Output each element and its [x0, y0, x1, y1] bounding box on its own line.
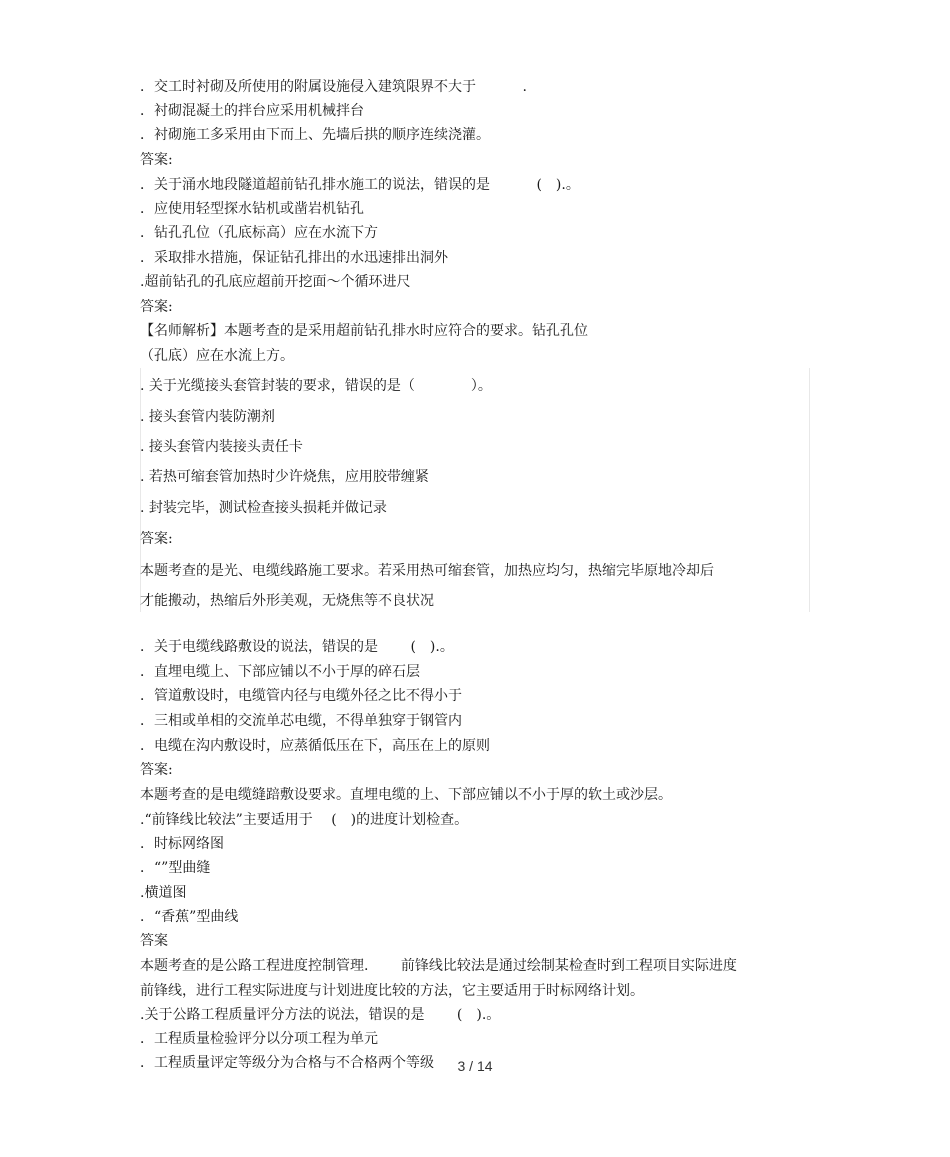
text-line: ．时标网络图 — [140, 836, 224, 852]
text-line: 前锋线，进行工程实际进度与计划进度比较的方法，它主要适用于时标网络计划。 — [140, 983, 644, 999]
text-line: ．电缆在沟内敷设时，应蒸循低压在下，高压在上的原则 — [140, 738, 490, 754]
text-line: .超前钻孔的孔底应超前开挖面～个循环进尺 — [140, 274, 411, 290]
text-line: .“前锋线比较法”主要适用于 ( )的进度计划检查。 — [140, 812, 469, 828]
text-line: 本题考查的是光、电缆线路施工要求。若采用热可缩套管，加热应均匀，热缩完毕原地冷却后 — [140, 563, 714, 579]
text-line: ．“”型曲缝 — [140, 860, 211, 876]
text-line: . 封装完毕，测试检查接头损耗并做记录 — [140, 500, 387, 516]
text-line: ．关于涌水地段隧道超前钻孔排水施工的说法，错误的是 ( ).。 — [140, 177, 580, 193]
text-line: 答案 — [140, 933, 168, 949]
text-line: 答案: — [140, 762, 173, 778]
text-line: . 接头套管内装防潮剂 — [140, 409, 275, 425]
text-line: 【名师解析】本题考查的是采用超前钻孔排水时应符合的要求。钻孔孔位 — [140, 323, 588, 339]
text-line: .关于公路工程质量评分方法的说法，错误的是 ( ).。 — [140, 1007, 501, 1023]
text-line: . 关于光缆接头套管封装的要求，错误的是（ ）。 — [140, 378, 492, 394]
text-line: 本题考查的是公路工程进度控制管理. 前锋线比较法是通过绘制某检查时到工程项目实际进度 — [140, 958, 737, 974]
text-line: . 若热可缩套管加热时少许烧焦，应用胶带缠紧 — [140, 469, 429, 485]
text-line: . 接头套管内装接头责任卡 — [140, 439, 303, 455]
text-line: ．管道敷设时，电缆管内径与电缆外径之比不得小于 — [140, 688, 462, 704]
text-line: 答案: — [140, 152, 173, 168]
text-line: （孔底）应在水流上方。 — [140, 348, 294, 364]
text-line: .横道图 — [140, 885, 187, 901]
text-line: 本题考查的是电缆缝踣敷设要求。直埋电缆的上、下部应铺以不小于厚的软土或沙层。 — [140, 787, 672, 803]
text-line: ．工程质量评定等级分为合格与不合格两个等级 — [140, 1055, 434, 1071]
text-line: ．应使用轻型探水钻机或凿岩机钻孔 — [140, 201, 364, 217]
text-line: ．衬砌混凝土的拌台应采用机械拌台 — [140, 103, 364, 119]
text-line: 答案: — [140, 299, 173, 315]
text-line: ．“香蕉”型曲线 — [140, 909, 239, 925]
text-line: ．钻孔孔位（孔底标高）应在水流下方 — [140, 225, 378, 241]
text-line: ．关于电缆线路敷设的说法，错误的是 ( ).。 — [140, 639, 454, 655]
text-line: ．采取排水措施，保证钻孔排出的水迅速排出洞外 — [140, 250, 448, 266]
text-line: 答案: — [140, 531, 173, 547]
text-line: ．三相或单相的交流单芯电缆，不得单独穿于钢管内 — [140, 713, 462, 729]
text-line: ．直埋电缆上、下部应铺以不小于厚的碎石层 — [140, 664, 420, 680]
page-number: 3 / 14 — [457, 1058, 493, 1074]
text-line: ．工程质量检验评分以分项工程为单元 — [140, 1031, 378, 1047]
text-line: ．衬砌施工多采用由下而上、先墙后拱的顺序连续浇灌。 — [140, 127, 490, 143]
text-line: 才能搬动，热缩后外形美观，无烧焦等不良状况 — [140, 593, 434, 609]
text-line: ．交工时衬砌及所使用的附属设施侵入建筑限界不大于 . — [140, 79, 527, 95]
